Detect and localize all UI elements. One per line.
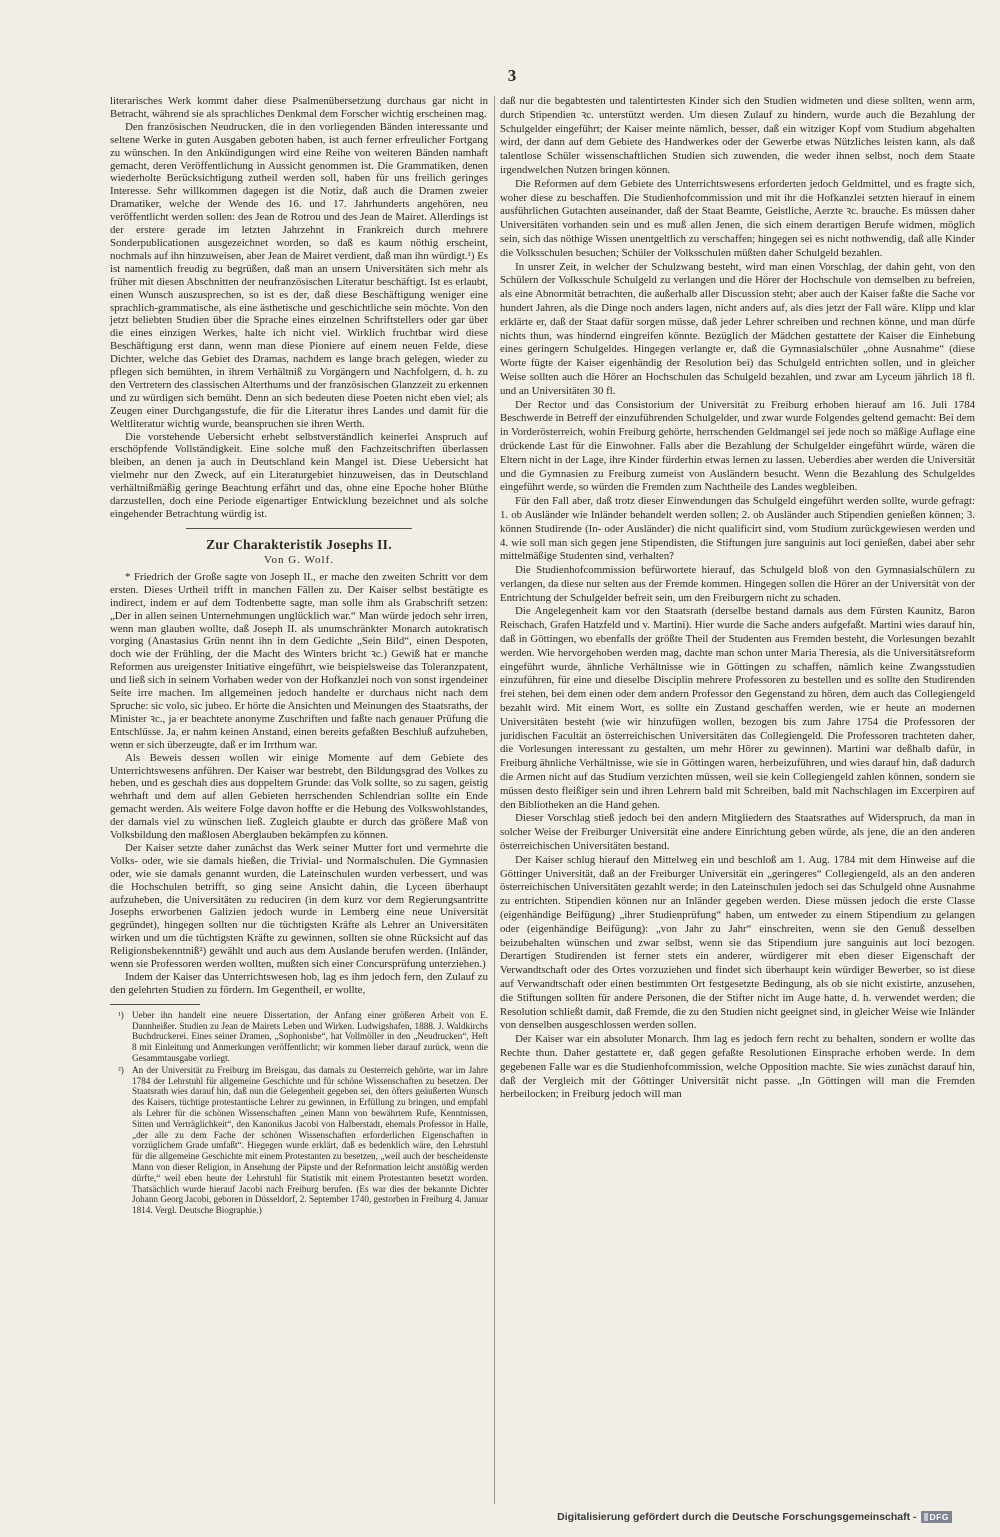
- paragraph: Der Kaiser war ein absoluter Monarch. Ihm lag es jedoch fern recht zu behalten, sondern er wollte das Rechte thun. Daher gestattete er, daß gegen gefaßte Resolutionen Einsprache erhoben werde. In dem gegebenen Falle war es die Studienhofcommission, welche Opposition machte. Sie wies zunächst darauf hin, daß der Vergleich mit der Göttinger Universität nicht passe. „In Göttingen will man die Fremden herbeilocken; in Freiburg jedoch will man: [500, 1033, 975, 1101]
- paragraph: Dieser Vorschlag stieß jedoch bei den andern Mitgliedern des Staatsrathes auf Widerspruch, da man in solcher Weise der Freiburger Universität eine andere Einrichtung geben würde, als jene, die an den anderen österreichischen Universitäten bestand.: [500, 812, 975, 853]
- footnote-rule: [110, 1004, 200, 1005]
- paragraph: In unsrer Zeit, in welcher der Schulzwang besteht, wird man einen Vorschlag, der dahin geht, von den Schülern der Volksschule Schulgeld zu verlangen und die Hörer der Hochschule von demselben zu befreien, als eine Abnormität betrachten, die außerhalb aller Discussion steht; aber auch der Kaiser faßte die Sache vor hundert Jahren, als die Dinge noch anders lagen, nicht anders auf, als dies jetzt der Fall wäre. Klipp und klar erklärte er, daß der Staat dafür sorgen müsse, daß jeder Lehrer schreiben und rechnen könne, und man dürfe nichts thun, was hindernd eingreifen könnte. Bezüglich der Mädchen gestattete der Kaiser die Einhebung eines geringern Schulgeldes. Hingegen verlangte er, daß die Gymnasialschüler „ohne Ausnahme“ (diese Worte fügte der Kaiser eigenhändig der Resolution bei) das Schulgeld entrichten sollen, und in gleicher Weise sollten auch die Hörer an Hochschulen das Schulgeld bezahlen, und zwar am Lyceum jährlich 18 fl. und an Universitäten 30 fl.: [500, 260, 975, 397]
- heading-rule: [186, 528, 413, 529]
- footnote-text: Ueber ihn handelt eine neuere Dissertation, der Anfang einer größeren Arbeit von E. Dannheißer. Studien zu Jean de Mairets Leben und Wirken. Ludwigshafen, 1888. J. Waldkirchs Buchdruckerei. Eines seiner Dramen, „Sophonisbe“, hat Vollmöller in den „Neudrucken“, Heft 8 mit Einleitung und Anmerkungen veröffentlicht; wir kommen lieber darauf zurück, wenn die Gesammtausgabe vorliegt.: [132, 1009, 488, 1063]
- credit-text: Digitalisierung gefördert durch die Deutsche Forschungsgemeinschaft -: [557, 1511, 917, 1523]
- dfg-logo-icon: [921, 1511, 952, 1523]
- footnote-mark: ²): [118, 1064, 124, 1075]
- article-paragraph: * Friedrich der Große sagte von Joseph II., er mache den zweiten Schritt vor dem ersten. Dieses Urtheil trifft in manchen Fällen zu. Der Kaiser selbst bestätigte es indirect, indem er auf dem Todtenbette sagte, man solle ihm als Grabschrift setzen: „Der in allen seinen Unternehmungen unglücklich war.“ Man würde jedoch sehr irren, wenn man glauben wollte, daß Joseph II. als unumschränkter Monarch autokratisch vorging (Anastasius Grün nennt ihn in dem Gedichte „Sein Bild“, einen Despoten, doch wie der Frühling, der die Macht des Winters bricht ꝛc.) Gewiß hat er manche Reformen aus ureigenster Initiative eingeführt, wie beispielsweise das Toleranzpatent, und ließ sich in seinem Vorhaben weder von der Hofkanzlei noch von sonst irgendeiner Seite irre machen. Im allgemeinen jedoch handelte er durchaus nicht nach dem Spruche: sic volo, sic jubeo. Er hörte die Ansichten und Meinungen des Staatsraths, der Minister ꝛc., ja er beachtete anonyme Zuschriften und faßte nach genauer Prüfung die Entschlüsse. Ja, er nahm keinen Anstand, einen bereits gefaßten Beschluß aufzuheben, wenn er sich überzeugte, daß er im Irrthum war.: [110, 570, 488, 751]
- right-column: [500, 95, 975, 1102]
- left-column: [110, 95, 488, 1217]
- footnote: [110, 1065, 488, 1216]
- article-heading: [110, 528, 488, 566]
- article-byline: Von G. Wolf.: [264, 553, 334, 566]
- paragraph: daß nur die begabtesten und talentirtesten Kinder sich den Studien widmeten und diese sollten, wenn arm, durch Stipendien ꝛc. unterstützt werden. Um diesen Zulauf zu hindern, wurde auch die Bezahlung der Schulgelder eingeführt; der Kaiser meinte nämlich, besser, daß ein witziger Kopf vom Studium abgehalten wird, der dann auf dem Gebiete des Handwerkes oder der Gewerbe etwas Nützliches leisten kann, als daß talentlose Schüler wissenschaftlichen Studien sich zuwenden, die weder ihnen selbst, noch dem Staate irgendwelchen Nutzen bringen können.: [500, 95, 975, 176]
- paragraph: Die vorstehende Uebersicht erhebt selbstverständlich keinerlei Anspruch auf erschöpfende Vollständigkeit. Eine solche muß den Fachzeitschriften überlassen bleiben, an denen ja auch in Deutschland kein Mangel ist. Diese Uebersicht hat vielmehr nur den Zweck, auf ein Literaturgebiet hinzuweisen, das in Deutschland verhältnißmäßig geringe Beachtung erfährt und das, ohne eine Epoche hoher Blüthe darzustellen, doch eine Periode eigenartiger Entwicklung bezeichnet und als solche eingehender Betrachtung würdig ist.: [110, 430, 488, 520]
- footnote-mark: ¹): [118, 1009, 124, 1020]
- paragraph: literarisches Werk kommt daher diese Psalmenübersetzung durchaus gar nicht in Betracht, während sie als sprachliches Denkmal dem Forscher wichtig erscheinen mag.: [110, 95, 488, 120]
- paragraph: Der Rector und das Consistorium der Universität zu Freiburg erhoben hierauf am 16. Juli 1784 Beschwerde in Betreff der einzuführenden Schulgelder, und zwar wurde Folgendes geltend gemacht: Bei dem in Vorderösterreich, wohin Freiburg gehörte, herrschenden Geldmangel sei jede noch so mäßige Auflage eine drückende Last für die Einwohner. Falls aber die Bezahlung der Schulgelder eingeführt würde, wären die Eltern nicht in der Lage, ihre Kinder fürderhin etwas lernen zu lassen. Ueberdies aber werden die Universität und die Gymnasien zu Freiburg zumeist von Ausländern besucht. Wenn die Bezahlung des Schulgeldes eingeführt werde, so würden die Fremden zum Nachtheile des Landes wegbleiben.: [500, 398, 975, 494]
- article-title: Zur Charakteristik Josephs II.: [206, 536, 392, 552]
- paragraph: Der Kaiser schlug hierauf den Mittelweg ein und beschloß am 1. Aug. 1784 mit dem Hinweise auf die Göttinger Universität, daß an der Freiburger Universität ein „geringeres“ Collegiengeld, als an den anderen österreichischen Universitäten gezahlt werde; in den Lateinschulen jedoch sei das Schulgeld ohne Ausnahme zu entrichten. Stipendien können nur an Inländer gegeben werden. Diese müssen jedoch die erste Classe (eigenhändige Beifügung) „ihrer Studienprüfung“ haben, um entweder zu einem Stipendium zu gelangen oder (eigenhändige Beifügung): „von Jahr zu Jahr“ einschreiten, wenn sie den Genuß desselben beizubehalten wünschen und zwar selbst, wenn sie das Stipendium jure sanguinis aut loci bezogen. Derartigen Studirenden ist ferner stets ein anderer, würdigerer mit eben dieser Eigenschaft der Verwandtschaft oder des Ortes vorzuziehen und findet sich überhaupt kein würdiger Bewerber, so ist diese auf Verwandtschaft oder einen bestimmten Ort festgesetzte Bedingung, als ob sie nicht existirte, anzusehen, die Stiftungen sollten für andere Personen, die der Stifter nicht im Auge hatte, d. h. verwendet werden; die Resolution schließt damit, daß Fremde, die zu den Studien nicht geeignet sind, in gleicher Weise wie Inländer von denselben ausgeschlossen werden sollen.: [500, 853, 975, 1032]
- paragraph: Die Reformen auf dem Gebiete des Unterrichtswesens erforderten jedoch Geldmittel, und es fragte sich, woher diese zu beschaffen. Die Studienhofcommission und mit ihr die Hofkanzlei setzten hierauf in einem ausführlichen Gutachten auseinander, daß der Staat Beamte, Geistliche, Aerzte ꝛc. brauche. Es müssen daher Universitäten vorhanden sein und es muß allen Jenen, die sich einem derartigen Berufe widmen, möglich sein, sich das nöthige Wissen unentgeltlich zu verschaffen; hingegen sei es nicht nothwendig, daß alle Kinder die Volksschulen besuchen; Schüler der Volksschulen müßten daher Schulgeld bezahlen.: [500, 177, 975, 259]
- footnote: [110, 1010, 488, 1064]
- page-number: 3: [507, 66, 517, 85]
- article-paragraph: Indem der Kaiser das Unterrichtswesen hob, lag es ihm jedoch fern, den Zulauf zu den gelehrten Studien zu fördern. Im Gegentheil, er wollte,: [110, 971, 488, 996]
- logo-mark: [924, 1513, 928, 1521]
- paragraph: Die Studienhofcommission befürwortete hierauf, das Schulgeld bloß von den Gymnasialschülern zu verlangen, da diese nur selten aus der Fremde kommen. Hingegen sollen die Hörer an der Universität von der Entrichtung der Schulgelder befreit sein, um den Freiburgern nicht zu schaden.: [500, 564, 975, 604]
- paragraph: Die Angelegenheit kam vor den Staatsrath (derselbe bestand damals aus dem Fürsten Kaunitz, Baron Reischach, Grafen Hatzfeld und v. Martini). Hier wurde die Sache anders aufgefaßt. Martini wies darauf hin, daß in Göttingen, wo ebenfalls der größte Theil der Studenten aus Fremden besteht, die Vorlesungen bezahlt werden. Wie hervorgehoben werden mag, dachte man schon unter Maria Theresia, als die Universitätsreform eingeführt wurde, ähnliche Verhältnisse wie in Göttingen zu schaffen, nämlich keine Zwangsstudien einzuführen, für eine und dieselbe Disciplin mehrere Professoren zu bestellen und es sollte den Studirenden frei stehen, bei dem einen oder dem andern Professor den Gegenstand zu hören, dem auch das Collegiengeld bezahlt wird. Mit einem Wort, es sollte ein Zustand geschaffen werden, wie er heute an modernen Universitäten besteht (wie wir hinzufügen wollen, bezogen bis zum Jahre 1754 die Professoren der juridischen Facultät an österreichischen Universitäten das Collegiengeld. Die Professoren trachteten daher, die Vorlesungen interessant zu gestalten, um mehr Hörer zu gewinnen). Martini war deßhalb dafür, in Freiburg ähnliche Verhältnisse, wie sie in Göttingen waren, herbeizuführen, und wies darauf hin, daß dadurch die Armen nicht auf das Studium verzichten müssen, weil sie kein Collegiengeld zahlen können, sondern sie müssen desto fleißiger sein und ihren Lehrern bald mit Schreiben, bald mit Nachschlagen im Excerpiren auf den Bibliotheken an die Hand gehen.: [500, 605, 975, 811]
- article-paragraph: Als Beweis dessen wollen wir einige Momente auf dem Gebiete des Unterrichtswesens anführen. Der Kaiser war bestrebt, den Bildungsgrad des Volkes zu heben, und es geschah dies aus doppeltem Grunde: das Volk sollte, so zu sagen, geistig wehrhaft und dem auf allen Gebieten herrschenden Schlendrian sollte ein Ende gemacht werden. Als weitere Folge davon hoffte er die Hebung des Volkswohlstandes, der damals viel zu wünschen ließ. Zugleich glaubte er durch das größere Maß von Volksbildung den maßlosen Aberglauben bekämpfen zu können.: [110, 751, 488, 842]
- article-paragraph: Der Kaiser setzte daher zunächst das Werk seiner Mutter fort und vermehrte die Volks- oder, wie sie damals hießen, die Trivial- und Normalschulen. Die Gymnasien oder, wie sie damals genannt wurden, die Lateinschulen wurden verbessert, und was die Hochschulen betrifft, so ging seine Ansicht dahin, die Lyceen überhaupt aufzuheben, die Universitäten zu reduciren (in dem kurz vor dem Regierungsantritte Josephs erworbenen Galizien jedoch wurde in Lemberg eine neue Universität gegründet), hingegen sollten nur die tüchtigsten Kräfte als Lehrer an Universitäten wirken und um die tüchtigsten Kräfte zu gewinnen, sollten sie ohne Rücksicht auf das Religionsbekenntniß²) gewählt und auch aus dem Auslande berufen werden. (Inländer, wenn sie Professoren werden wollten, mußten sich einer Concursprüfung unterziehen.): [110, 841, 488, 971]
- column-divider: [494, 96, 495, 1504]
- digitization-credit: [557, 1511, 952, 1523]
- paragraph: Den französischen Neudrucken, die in den vorliegenden Bänden interessante und seltene Werke in guten Ausgaben geboten haben, ist auch ferner erfreulicher Fortgang zu wünschen. In den Ankündigungen wird eine Reihe von weiteren Bänden namhaft gemacht, deren Veröffentlichung in Aussicht genommen ist. Die Grammatiken, denen wiederholte Berücksichtigung zutheil werden soll, haben für uns freilich geringes Interesse. Sehr willkommen dagegen ist die Notiz, daß auch die Dramen zweier Dramatiker, welche der Wende des 16. und 17. Jahrhunderts angehören, neu veröffentlicht werden sollen: des Jean de Rotrou und des Jean de Mairet. Allerdings ist der erstere gerade im letzten Jahrzehnt in Frankreich durch mehrere Sonderpublicationen ausgezeichnet worden, so daß es kaum nöthig erscheint, nochmals auf ihn hinzuweisen, aber Jean de Mairet verdient, daß man ihn würdigt.¹) Es ist namentlich freudig zu begrüßen, daß man an unsern Universitäten sich mehr als früher mit diesen Abschnitten der neufranzösischen Literatur beschäftigt. Ist es erlaubt, einen Wunsch auszusprechen, so ist es der, daß diese Beschäftigung weniger eine sprachlich-grammatische, als eine ästhetische und geschichtliche sein möchte. Von den jetzt beliebten Studien über die Sprache eines einzelnen Schriftstellers oder gar über die eines einzigen Werkes, halte ich nicht viel. Wirklich fruchtbar wird diese Beschäftigung erst dann, wenn man diese Pioniere auf einem neuen Felde, diese Dichter, welche das Gebiet des Dramas, nachdem es lange brach gelegen, wieder zu pflegen sich bemühten, in ihrem Verhältniß zu Vorgängern und Nachfolgern, d. h. zu den Vertretern des classischen Alterthums und der französischen Glanzzeit zu erkennen und zu würdigen sich bemüht. Denn an sich bedeuten diese Poeten nicht eben viel; als Zeugen einer Durchgangsstufe, die für die Literatur ihres Landes und damit für die Weltliteratur wichtig wurde, beanspruchen sie ihren Werth.: [110, 120, 488, 430]
- logo-text: DFG: [929, 1512, 949, 1522]
- footnote-text: An der Universität zu Freiburg im Breisgau, das damals zu Oesterreich gehörte, war im Jahre 1784 der Lehrstuhl für allgemeine Geschichte und für schöne Wissenschaften zu besetzen. Der Staatsrath wies darauf hin, daß nun die Gelegenheit gegeben sei, den öfters geäußerten Wunsch des Kaisers, tüchtige protestantische Lehrer zu gewinnen, in Erfüllung zu bringen, und empfahl als Lehrer für die schönen Wissenschaften „einen Mann von bewährtem Rufe, Kenntnissen, Sitten und Verträglichkeit“, den Kanonikus Jacobi von Halberstadt, ehemals Professor in Halle, „der alle zu dem Fache der schönen Wissenschaften erforderlichen Eigenschaften in vorzüglichem Grade umfaßt“. Hiegegen wurde erklärt, daß es bedenklich wäre, den Lehrstuhl für die allgemeine Geschichte mit einem Protestanten zu besetzen, „weil auch der bescheidenste Mann von dieser Religion, in Ansehung der Päpste und der Reformation leicht anstößig werden dürfte,“ weil eben heute der Lehrstuhl für Statistik mit einem Protestanten besetzt worden. Thatsächlich wurde hierauf Jacobi nach Freiburg berufen. (Es war dies der bekannte Dichter Johann Georg Jacobi, geboren in Düsseldorf, 2. September 1740, gestorben in Freiburg 4. Januar 1814. Vergl. Deutsche Biographie.): [132, 1064, 488, 1216]
- paragraph: Für den Fall aber, daß trotz dieser Einwendungen das Schulgeld eingeführt werden sollte, wurde gefragt: 1. ob Ausländer wie Inländer behandelt werden sollen; 2. ob Ausländer auch Stipendien genießen können; 3. können Studirende (In- oder Ausländer) die nicht qualificirt sind, vom Studium zurückgewiesen werden und 4. wie soll man sich gegen jene Stipendisten, die Stiftungen jure sanguinis aut loci genießen, dabei aber sehr mittelmäßige Studenten sind, verhalten?: [500, 495, 975, 563]
